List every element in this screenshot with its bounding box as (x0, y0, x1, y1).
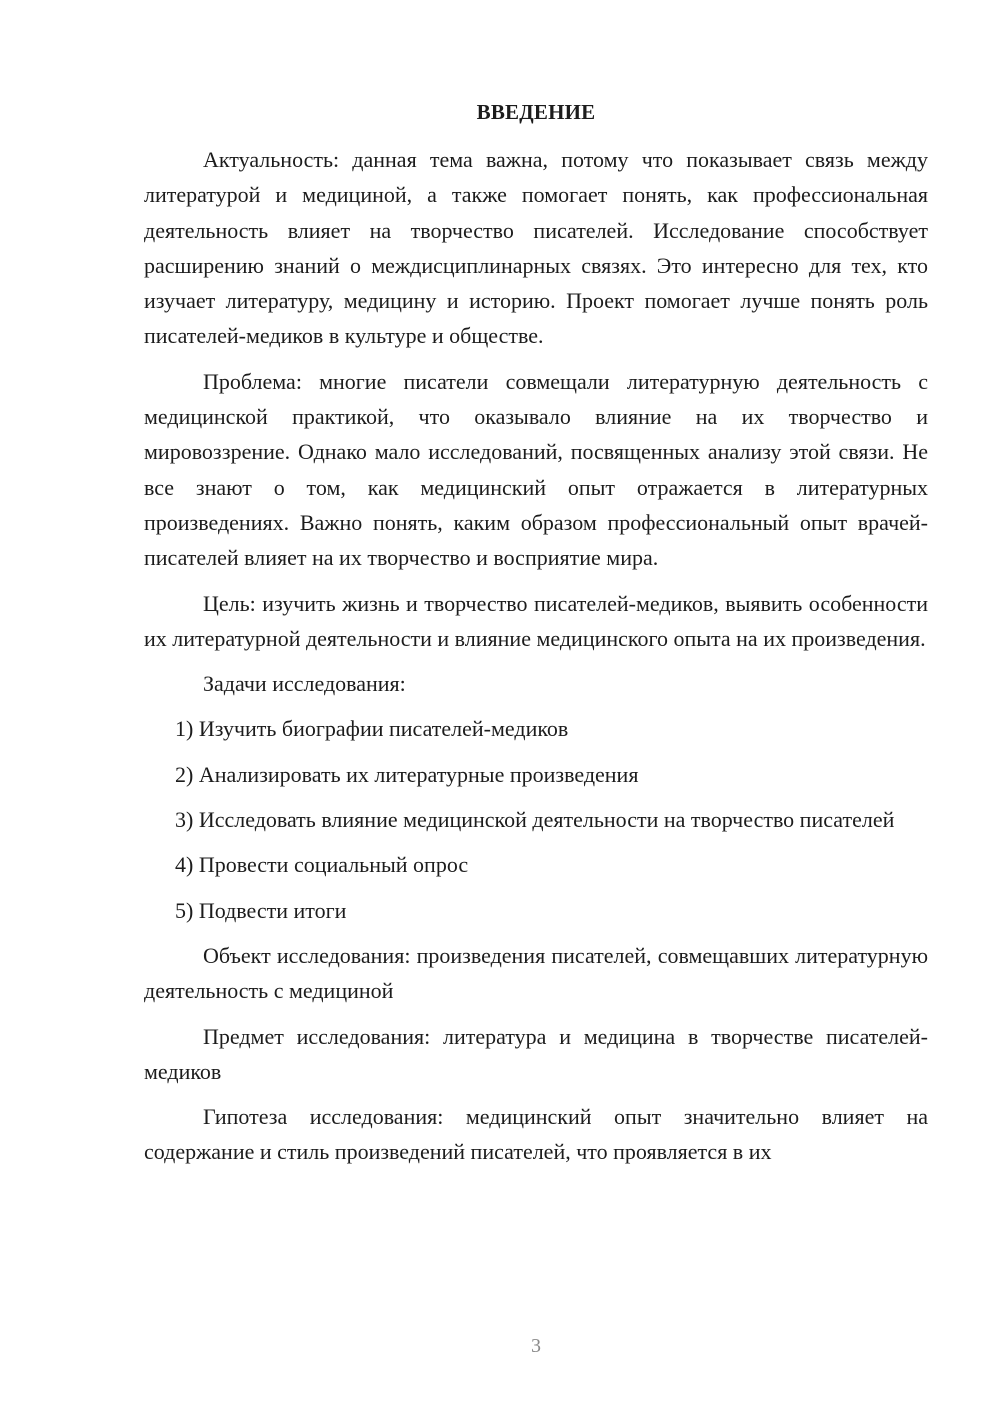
page-number: 3 (531, 1335, 541, 1357)
goal-paragraph: Цель: изучить жизнь и творчество писателей-медиков, выявить особенности их литературной деятельности и влияние медицинского опыта на их произведения. (144, 590, 928, 651)
subject-paragraph: Предмет исследования: литература и медицина в творчестве писателей-медиков (144, 1023, 928, 1084)
problem-paragraph: Проблема: многие писатели совмещали литературную деятельность с медицинской практикой, что оказывало влияние на их творчество и мировоззрение. Однако мало исследований, посвященных анализу этой связи. Не все знают о том, как медицинский опыт отражается в литературных произведениях. Важно понять, каким образом профессиональный опыт врачей-писателей влияет на их творчество и восприятие мира. (144, 368, 928, 571)
section-heading: ВВЕДЕНИЕ (476, 100, 596, 124)
tasks-heading: Задачи исследования: (203, 671, 406, 697)
relevance-paragraph: Актуальность: данная тема важна, потому что показывает связь между литературой и медициной, а также помогает понять, как профессиональная деятельность влияет на творчество писателей. Исследование способствует расширению знаний о междисциплинарных связях. Это интересно для тех, кто изучает литературу, медицину и историю. Проект помогает лучше понять роль писателей-медиков в культуре и обществе. (144, 147, 928, 349)
task-item: 1) Изучить биографии писателей-медиков (175, 716, 569, 742)
object-paragraph: Объект исследования: произведения писателей, совмещавших литературную деятельность с медициной (144, 942, 928, 1004)
hypothesis-paragraph: Гипотеза исследования: медицинский опыт значительно влияет на содержание и стиль произведений писателей, что проявляется в их (144, 1104, 928, 1165)
task-item: 4) Провести социальный опрос (175, 852, 469, 878)
task-item: 3) Исследовать влияние медицинской деятельности на творчество писателей (175, 807, 895, 833)
body-text (144, 142, 928, 1180)
task-item: 2) Анализировать их литературные произведения (175, 761, 639, 787)
task-item: 5) Подвести итоги (175, 897, 347, 923)
